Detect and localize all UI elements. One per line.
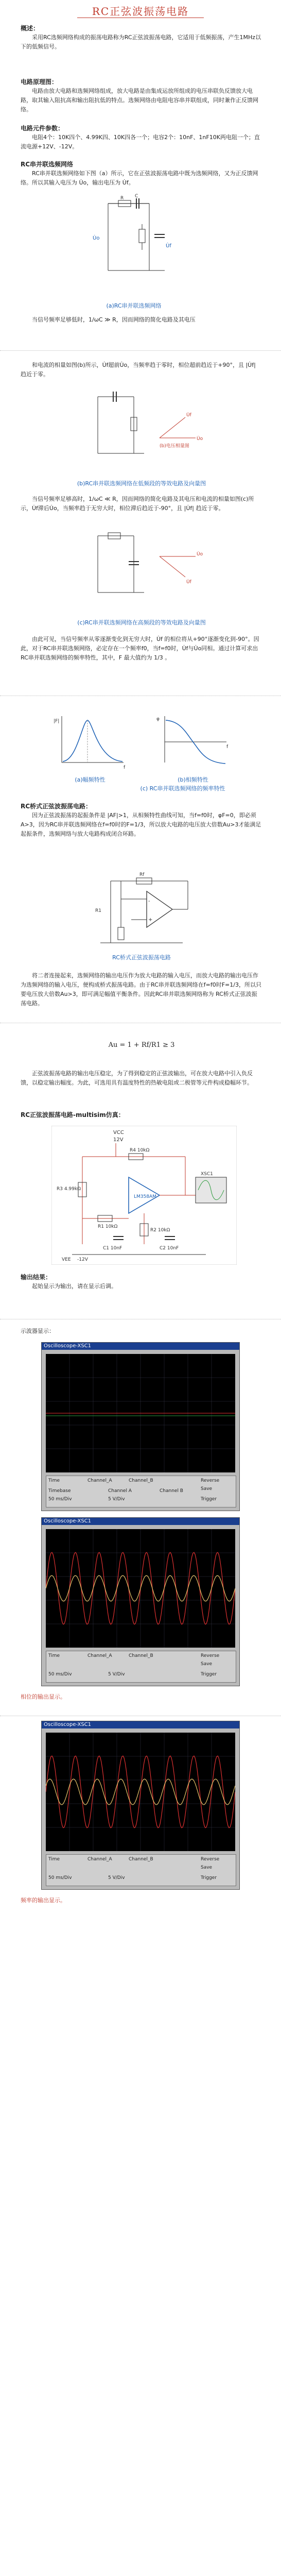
scope-label-trigger: Trigger xyxy=(201,1497,217,1502)
caption-b: (b)RC串并联选频网络在低频段的等效电路及向量图 xyxy=(77,480,206,487)
svg-text:U̇o: U̇o xyxy=(93,235,100,241)
rc-network-text5: 由此可见，当信号频率从零逐渐变化到无穷大时，U̇f 的相位将从+90°逐渐变化到-90°。因此，对于RC串并联选频网络，必定存在一个频率f0，当f=f0时，U̇f与U̇o同相。通过计算可求出RC串并联选频网络的频率特性，其中，F 最大值约为 1/3 。 xyxy=(21,636,259,661)
rc-network-text2: 当信号频率足够低时，1/ωC ≫ R，因而网络的简化电路及其电压 xyxy=(32,316,196,323)
overview-heading: 概述： xyxy=(21,25,40,32)
rc-network-text4: 当信号频率足够高时，1/ωC ≪ R，因而网络的简化电路及其电压和电流的相量如图(c)所示，U̇f滞后U̇o，当频率趋于无穷大时，相位滞后趋近于-90°，且 |U̇f| 趋近于零。 xyxy=(21,496,254,512)
scope-screen-1-svg xyxy=(46,1354,235,1472)
scope-controls[interactable] xyxy=(46,1476,236,1507)
scope-reverse-button[interactable]: Reverse xyxy=(201,1857,220,1862)
svg-text:R2 10kΩ: R2 10kΩ xyxy=(150,1228,170,1233)
scope-controls[interactable] xyxy=(46,1854,236,1886)
scope-label-ch-b: Channel_B xyxy=(129,1857,153,1862)
svg-text:XSC1: XSC1 xyxy=(201,1172,213,1177)
scope-reverse-button[interactable]: Reverse xyxy=(201,1653,220,1658)
scope-caption-1-text: 示波器显示： xyxy=(21,1328,55,1334)
scope-save-button[interactable]: Save xyxy=(201,1486,213,1492)
page-title: RC正弦波振荡电路 xyxy=(92,5,189,18)
svg-text:U̇o: U̇o xyxy=(197,436,203,442)
scope-label-trigger: Trigger xyxy=(201,1875,217,1880)
rc-network-text4-block xyxy=(21,495,262,513)
scope-reverse-button[interactable]: Reverse xyxy=(201,1478,220,1483)
scope-title-bar: Oscilloscope-XSC1 xyxy=(42,1343,239,1350)
caption-c: (c)RC串并联选频网络在高频段的等效电路及向量图 xyxy=(77,619,206,626)
scope-label-ch-a: Channel_A xyxy=(87,1478,112,1483)
scope-caption-1 xyxy=(21,1327,262,1336)
scope-screen-2-svg xyxy=(46,1529,235,1648)
scope-label-ch-b: Channel_B xyxy=(129,1653,153,1658)
scope-title-bar: Oscilloscope-XSC1 xyxy=(42,1721,239,1728)
rc-network-text1: RC串并联选频网络如下图（a）所示，它在正弦波振荡电路中既为选频网络，又为正反馈网络。所以其输入电压为 U̇o，输出电压为 U̇f。 xyxy=(21,170,258,186)
svg-text:U̇f: U̇f xyxy=(186,580,191,585)
figure-rc-network-c xyxy=(82,526,206,613)
scope-label-channel-a: Channel A xyxy=(108,1488,132,1494)
scope-ch-scale[interactable]: 5 V/Div xyxy=(108,1497,125,1502)
figure-phase-response xyxy=(154,711,232,773)
scope-time-scale[interactable]: 50 ms/Div xyxy=(48,1497,72,1502)
svg-text:U̇o: U̇o xyxy=(197,552,203,557)
vcc-label: VCC xyxy=(113,1130,124,1136)
svg-text:-12V: -12V xyxy=(77,1257,88,1262)
scope-ch-scale[interactable]: 5 V/Div xyxy=(108,1672,125,1677)
svg-text:U̇f: U̇f xyxy=(166,243,171,249)
formula: Au = 1 + Rf/R1 ≥ 3 xyxy=(108,1041,175,1049)
scope-ch-scale[interactable]: 5 V/Div xyxy=(108,1875,125,1880)
scope-screen xyxy=(46,1733,235,1851)
oscilloscope-window-1[interactable] xyxy=(41,1342,240,1511)
scope-screen-3-svg xyxy=(46,1733,235,1851)
rc-network-text5-block xyxy=(21,635,262,663)
caption-a: (a)RC串并联选频网络 xyxy=(106,302,162,309)
svg-text:|F|: |F| xyxy=(54,719,60,724)
svg-text:U̇f: U̇f xyxy=(186,413,191,418)
oscilloscope-window-3[interactable] xyxy=(41,1721,240,1890)
rc-network-heading: RC串并联选频网络 xyxy=(21,161,74,168)
principle-heading: 电路原理图： xyxy=(21,78,58,86)
sim-section xyxy=(21,1110,262,1120)
svg-text:LM358AM: LM358AM xyxy=(134,1194,156,1199)
scope-screen xyxy=(46,1354,235,1472)
svg-text:R1 10kΩ: R1 10kΩ xyxy=(98,1224,118,1229)
output-section xyxy=(21,1273,262,1291)
scope-controls[interactable] xyxy=(46,1651,236,1683)
svg-text:R4 10kΩ: R4 10kΩ xyxy=(130,1148,150,1153)
caption-amplitude: (a)幅频特性 xyxy=(75,776,106,783)
rc-network-text3-block xyxy=(21,361,262,379)
svg-text:12V: 12V xyxy=(113,1137,124,1143)
scope-label-time: Time xyxy=(48,1857,60,1862)
figure-rc-network-b xyxy=(82,386,206,474)
formula-text-block xyxy=(21,1069,262,1088)
rc-network-text3: 和电流的相量如图(b)所示，U̇f超前U̇o，当频率趋于零时，相位超前趋近于+90°，且 |U̇f| 趋近于零。 xyxy=(21,362,256,378)
scope-label-time: Time xyxy=(48,1478,60,1483)
scope-save-button[interactable]: Save xyxy=(201,1662,213,1667)
scope-caption-2: 相位的输出显示。 xyxy=(21,1693,66,1700)
scope-label-ch-b: Channel_B xyxy=(129,1478,153,1483)
formula-text: 正弦波振荡电路的输出电压稳定，为了得到稳定的正弦波输出，可在放大电路中引入负反馈，以稳定输出幅度。为此，可选用具有温度特性的热敏电阻或二极管等元件构成稳幅环节。 xyxy=(21,1070,253,1086)
scope-title-bar: Oscilloscope-XSC1 xyxy=(42,1518,239,1525)
rc-network-section xyxy=(21,160,262,188)
scope-label-ch-a: Channel_A xyxy=(87,1857,112,1862)
svg-text:R1: R1 xyxy=(95,908,101,913)
divider xyxy=(0,350,281,351)
scope-time-scale[interactable]: 50 ms/Div xyxy=(48,1672,72,1677)
overview-text: 采用RC选频网络构成的振荡电路称为RC正弦波振荡电路，它适用于低频振荡，产生1MHz以下的低频信号。 xyxy=(21,34,261,50)
bridge-section xyxy=(21,802,262,839)
principle-section xyxy=(21,77,262,114)
bridge-heading: RC桥式正弦波振荡电路： xyxy=(21,803,92,810)
figure-amplitude-response xyxy=(51,711,129,773)
bridge-text2: 将二者连接起来，选频网络的输出电压作为放大电路的输入电压，而放大电路的输出电压作为选频网络的输入电压，便构成桥式振荡电路。由于RC串并联选频网络在f=f0时F=1/3，所以只要电压放大倍数Au>3，即可满足幅值平衡条件。因此RC串并联选频网络称为 RC桥式正弦波振荡电路。 xyxy=(21,972,261,1007)
oscilloscope-window-2[interactable] xyxy=(41,1517,240,1686)
principle-text: 电路由放大电路和选频网络组成，放大电路是由集成运放所组成的电压串联负反馈放大电路，取其输入阻抗高和输出阻抗低的特点。选频网络由电阻电容串并联组成，同时兼作正反馈网络。 xyxy=(21,88,258,113)
svg-text:(b)电压相量图: (b)电压相量图 xyxy=(160,444,189,449)
svg-text:-: - xyxy=(148,899,150,904)
svg-text:VEE: VEE xyxy=(62,1257,71,1262)
components-heading: 电路元件参数： xyxy=(21,125,64,132)
scope-label-time: Time xyxy=(48,1653,60,1658)
svg-text:f: f xyxy=(124,765,126,770)
components-section xyxy=(21,124,262,151)
caption-phase: (b)相频特性 xyxy=(178,776,208,783)
scope-caption-3: 频率的输出显示。 xyxy=(21,1897,66,1904)
scope-label-trigger: Trigger xyxy=(201,1672,217,1677)
svg-text:C2 10nF: C2 10nF xyxy=(160,1246,179,1251)
svg-text:C: C xyxy=(135,194,138,199)
sim-heading: RC正弦波振荡电路-multisim仿真： xyxy=(21,1111,125,1118)
figure-multisim-circuit xyxy=(51,1126,237,1265)
svg-text:C1 10nF: C1 10nF xyxy=(103,1246,122,1251)
svg-text:f: f xyxy=(226,744,229,750)
svg-text:φ: φ xyxy=(156,717,160,722)
scope-screen xyxy=(46,1529,235,1648)
scope-label-ch-a: Channel_A xyxy=(87,1653,112,1658)
rc-network-text2-block xyxy=(21,315,262,325)
output-text: 起始显示为输出，请在显示后调。 xyxy=(32,1283,117,1290)
svg-text:+: + xyxy=(148,917,153,923)
svg-text:Rf: Rf xyxy=(139,872,145,877)
caption-frequency: (c) RC串并联选频网络的频率特性 xyxy=(140,785,225,792)
output-heading: 输出结果： xyxy=(21,1274,52,1281)
figure-rc-network-a xyxy=(87,193,180,296)
bridge-text2-block xyxy=(21,971,262,1008)
scope-save-button[interactable]: Save xyxy=(201,1865,213,1870)
overview-section xyxy=(21,24,262,52)
components-text: 电阻4个：10K四个、4.99K四、10K四各一个；电容2个：10nF、1nF10K两电阻一个；直流电源+12V、-12V。 xyxy=(21,134,260,150)
caption-wien-bridge: RC桥式正弦波振荡电路 xyxy=(112,954,171,961)
svg-text:R3 4.99kΩ: R3 4.99kΩ xyxy=(57,1187,81,1192)
figure-wien-bridge xyxy=(90,871,193,948)
svg-text:R: R xyxy=(120,196,124,201)
scope-label-timebase: Timebase xyxy=(48,1488,71,1494)
bridge-text1: 因为正弦波振荡的起振条件是 |AF|>1，从相频特性曲线可知，当f=f0时，φF=0，即必须A>3，因为RC串并联选频网络在f=f0时的F=1/3，所以放大电路的电压放大倍数Au>3才能满足起振条件，选频网络与放大电路构成闭合环路。 xyxy=(21,812,261,837)
scope-label-channel-b: Channel B xyxy=(160,1488,183,1494)
scope-time-scale[interactable]: 50 ms/Div xyxy=(48,1875,72,1880)
